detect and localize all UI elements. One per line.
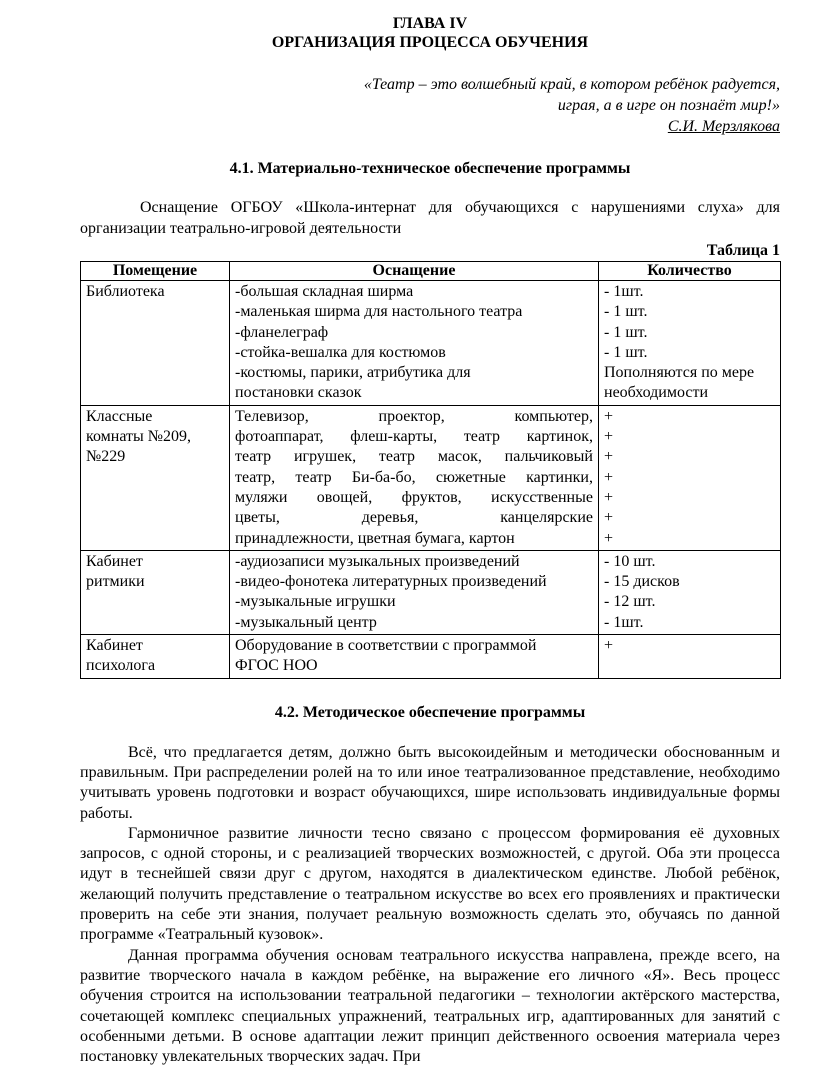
equipment-line: Телевизор, проектор, компьютер, [235, 407, 593, 425]
quantity-line: необходимости [604, 384, 709, 402]
table-row [81, 405, 781, 550]
equipment-cell [230, 405, 599, 550]
section-body [80, 743, 780, 1067]
header-room: Помещение [81, 262, 230, 281]
quantity-line: + [604, 529, 614, 547]
room-cell [81, 635, 230, 679]
section-intro: Оснащение ОГБОУ «Школа-интернат для обучающихся с нарушениями слуха» для организации театрально-игровой деятельности [80, 199, 780, 237]
equipment-line: -большая складная ширма [235, 283, 414, 300]
room-text: №229 [86, 448, 126, 466]
equipment-line: -фланелеграф [235, 323, 329, 341]
room-text: Библиотека [86, 283, 165, 300]
room-text: Кабинет [86, 637, 143, 655]
room-text: ритмики [86, 573, 145, 591]
equipment-table [80, 261, 781, 679]
equipment-line: постановки сказок [235, 384, 362, 402]
header-equipment: Оснащение [230, 262, 599, 281]
table-header-row [81, 262, 781, 281]
quantity-line: - 1 шт. [604, 303, 648, 321]
equipment-line: театр, театр Би-ба-бо, сюжетные картинки, [235, 468, 593, 486]
quantity-line: - 15 дисков [604, 573, 680, 591]
room-cell [81, 281, 230, 406]
epigraph-line-1: «Театр – это волшебный край, в котором ребёнок радуется, [363, 76, 780, 93]
equipment-line: -стойка-вешалка для костюмов [235, 343, 446, 361]
body-paragraph: Гармоничное развитие личности тесно связано с процессом формирования её духовных запросов, с одной стороны, и с реализацией творческих возможностей, с другой. Оба эти процесса идут в теснейшей связи друг с другом, находятся в диалектическом единстве. Любой ребёнок, желающий получить представление о театральном искусстве во всех его проявлениях и практически проверить на себе эти знания, получает реальную возможность сделать это, обучаясь по данной программе «Театральный кузовок». [80, 824, 780, 944]
chapter-heading [80, 14, 780, 52]
quantity-line: - 1 шт. [604, 343, 648, 361]
equipment-line: -музыкальные игрушки [235, 593, 396, 611]
room-text: комнаты №209, [86, 428, 192, 446]
quantity-line: - 1 шт. [604, 323, 648, 341]
table-caption: Таблица 1 [706, 242, 780, 259]
quantity-line: - 1шт. [604, 283, 644, 300]
equipment-cell [230, 281, 599, 406]
quantity-line: + [604, 488, 614, 506]
room-text: психолога [86, 657, 156, 675]
body-paragraph: Данная программа обучения основам театрального искусства направлена, прежде всего, на развитие творческого начала в каждом ребёнке, на выражение его личного «Я». Весь процесс обучения строится на использовании театральной педагогики – технологии актёрского мастерства, сочетающей комплекс специальных упражнений, театральных игр, адаптированных для занятий с особенными детьми. В основе адаптации лежит принцип действенного освоения материала через постановку увлекательных творческих задач. При [80, 946, 780, 1066]
equipment-cell [230, 550, 599, 634]
equipment-line: театр игрушек, театр масок, пальчиковый [235, 448, 593, 466]
quantity-line: Пополняются по мере [604, 364, 755, 382]
equipment-line: принадлежности, цветная бумага, картон [235, 529, 515, 547]
quantity-cell [599, 550, 781, 634]
equipment-line: Оборудование в соответствии с программой [235, 637, 537, 655]
table-row [81, 635, 781, 679]
quantity-line: - 10 шт. [604, 552, 656, 570]
chapter-title: ОРГАНИЗАЦИЯ ПРОЦЕССА ОБУЧЕНИЯ [271, 34, 589, 51]
room-text: Кабинет [86, 552, 143, 570]
epigraph-line-2: играя, а в игре он познаёт мир!» [557, 97, 780, 114]
document-page [80, 0, 780, 1067]
table-row [81, 550, 781, 634]
header-quantity: Количество [599, 262, 781, 281]
epigraph-author: С.И. Мерзлякова [667, 118, 780, 135]
quantity-line: + [604, 468, 614, 486]
room-text: Классные [86, 407, 153, 425]
quantity-cell [599, 405, 781, 550]
equipment-line: -видео-фонотека литературных произведений [235, 573, 547, 591]
room-cell [81, 550, 230, 634]
body-paragraph: Всё, что предлагается детям, должно быть высокоидейным и методически обоснованным и правильным. При распределении ролей на то или иное театрализованное представление, необходимо учитывать уровень подготовки и возраст обучающихся, шире использовать индивидуальные формы работы. [80, 743, 780, 822]
quantity-line: - 12 шт. [604, 593, 656, 611]
chapter-number: ГЛАВА IV [392, 15, 468, 32]
equipment-line: -музыкальный центр [235, 613, 377, 631]
section-title-4-1: 4.1. Материально-техническое обеспечение программы [229, 160, 631, 177]
equipment-line: -костюмы, парики, атрибутика для [235, 364, 471, 382]
quantity-line: + [604, 509, 614, 527]
equipment-line: цветы, деревья, канцелярские [235, 509, 593, 527]
quantity-cell [599, 635, 781, 679]
quantity-line: + [604, 448, 614, 466]
room-cell [81, 405, 230, 550]
epigraph [80, 74, 780, 137]
quantity-line: + [604, 428, 614, 446]
equipment-line: -маленькая ширма для настольного театра [235, 303, 523, 321]
section-title-4-2: 4.2. Методическое обеспечение программы [274, 703, 586, 721]
quantity-line: + [604, 637, 614, 655]
quantity-line: - 1шт. [604, 613, 644, 631]
quantity-cell [599, 281, 781, 406]
equipment-line: ФГОС НОО [235, 657, 318, 675]
equipment-line: -аудиозаписи музыкальных произведений [235, 552, 520, 570]
table-row [81, 281, 781, 406]
equipment-line: муляжи овощей, фруктов, искусственные [235, 488, 593, 506]
equipment-cell [230, 635, 599, 679]
quantity-line: + [604, 407, 614, 425]
equipment-line: фотоаппарат, флеш-карты, театр картинок, [235, 428, 593, 446]
